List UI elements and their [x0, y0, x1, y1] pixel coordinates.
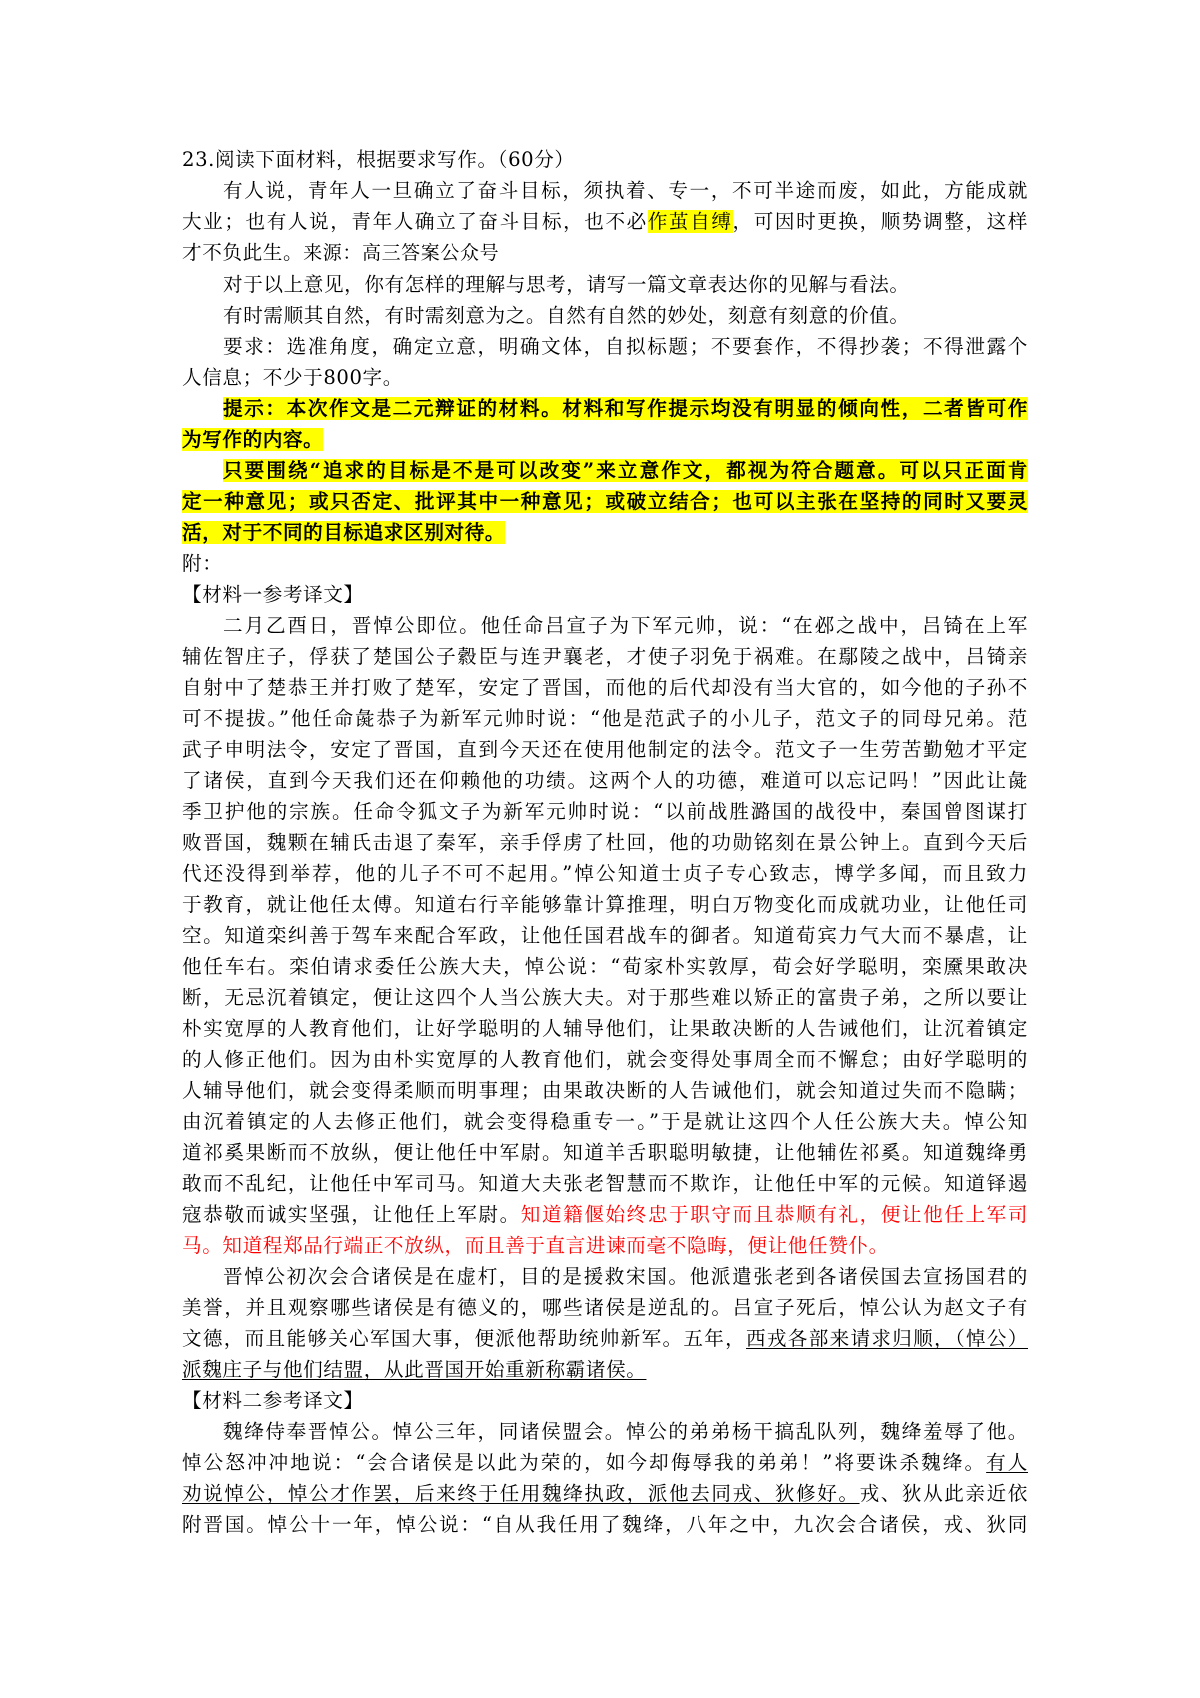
requirements-line: 要求：选准角度，确定立意，明确文体，自拟标题；不要套作，不得抄袭；不得泄露个 [223, 335, 1028, 358]
translation-line: 朴实宽厚的人教育他们，让好学聪明的人辅导他们，让果敢决断的人告诫他们，让沉着镇定 [182, 1017, 1028, 1040]
translation-line: 附晋国。悼公十一年，悼公说：“自从我任用了魏绛，八年之中，九次会合诸侯，戎、狄同 [182, 1513, 1028, 1536]
underlined-text: 有人 [986, 1451, 1029, 1474]
translation-line: 敢而不乱纪，让他任中军司马。知道大夫张老智慧而不欺诈，让他任中军的元候。知道铎遏 [182, 1172, 1028, 1195]
red-text: 知道籍偃始终忠于职守而且恭顺有礼，便让他任上军司 [520, 1203, 1028, 1226]
translation-line: 自射中了楚恭王并打败了楚军，安定了晋国，而他的后代却没有当大官的，如今他的子孙不 [182, 676, 1028, 699]
translation-line: 悼公怒冲冲地说：“会合诸侯是以此为荣的，如今却侮辱我的弟弟！”将要诛杀魏绛。有人 [182, 1451, 1029, 1474]
red-text: 马。知道程郑品行端正不放纵，而且善于直言进谏而毫不隐晦，便让他任赞仆。 [182, 1234, 889, 1257]
translation-line: 空。知道栾纠善于驾车来配合军政，让他任国君战车的御者。知道荀宾力气大而不暴虐，让 [182, 924, 1028, 947]
underlined-text: 劝说悼公，悼公才作罢，后来终于任用魏绛执政，派他去同戎、狄修好。 [182, 1482, 860, 1505]
translation-line: 文德，而且能够关心军国大事，便派他帮助统帅新军。五年，西戎各部来请求归顺，（悼公） [182, 1327, 1028, 1350]
translation-line: 败晋国，魏颗在辅氏击退了秦军，亲手俘虏了杜回，他的功勋铭刻在景公钟上。直到今天后 [182, 831, 1028, 854]
translation-line [182, 1354, 1028, 1385]
requirements-line: 人信息；不少于800字。 [182, 366, 403, 389]
underlined-text: 西戎各部来请求归顺，（悼公） [746, 1327, 1028, 1350]
translation-line: 晋悼公初次会合诸侯是在虚朾，目的是援救宋国。他派遣张老到各诸侯国去宣扬国君的 [223, 1265, 1028, 1288]
material-line: 大业；也有人说，青年人确立了奋斗目标，也不必作茧自缚，可因时更换，顺势调整，这样 [182, 210, 1029, 233]
translation-line: 于教育，就让他任太傅。知道右行辛能够靠计算推理，明白万物变化而成就功业，让他任司 [182, 893, 1028, 916]
translation-line: 寇恭敬而诚实坚强，让他任上军尉。知道籍偃始终忠于职守而且恭顺有礼，便让他任上军司 [182, 1203, 1028, 1226]
material-line: 才不负此生。来源：高三答案公众号 [182, 241, 500, 264]
highlighted-phrase: 作茧自缚 [647, 210, 733, 233]
translation-line: 断，无忌沉着镇定，便让这四个人当公族大夫。对于那些难以矫正的富贵子弟，之所以要让 [182, 986, 1028, 1009]
translation-line: 他任车右。栾伯请求委任公族大夫，悼公说：“荀家朴实敦厚，荀会好学聪明，栾黡果敢决 [182, 955, 1028, 978]
translation-line: 可不提拔。”他任命彘恭子为新军元帅时说：“他是范武子的小儿子，范文子的同母兄弟。范 [182, 707, 1028, 730]
prompt-paragraph: 对于以上意见，你有怎样的理解与思考，请写一篇文章表达你的见解与看法。 [223, 273, 910, 296]
translation-line: 的人修正他们。因为由朴实宽厚的人教育他们，就会变得处事周全而不懈怠；由好学聪明的 [182, 1048, 1028, 1071]
hint-line: 活，对于不同的目标追求区别对待。 [182, 521, 506, 544]
translation-line: 美誉，并且观察哪些诸侯是有德义的，哪些诸侯是逆乱的。吕宣子死后，悼公认为赵文子有 [182, 1296, 1028, 1319]
translation-line: 代还没得到举荐，他的儿子不可不起用。”悼公知道士贞子专心致志，博学多闻，而且致力 [182, 862, 1028, 885]
translation-line: 二月乙酉日，晋悼公即位。他任命吕宣子为下军元帅，说：“在邲之战中，吕锜在上军 [223, 614, 1028, 637]
prompt-paragraph: 有时需顺其自然，有时需刻意为之。自然有自然的妙处，刻意有刻意的价值。 [223, 304, 910, 327]
material-line: 有人说，青年人一旦确立了奋斗目标，须执着、专一，不可半途而废，如此，方能成就 [223, 179, 1028, 202]
translation-line: 由沉着镇定的人去修正他们，就会变得稳重专一。”于是就让这四个人任公族大夫。悼公知 [182, 1110, 1028, 1133]
underlined-text: 派魏庄子与他们结盟，从此晋国开始重新称霸诸侯。 [182, 1358, 647, 1381]
section-heading: 【材料二参考译文】 [182, 1389, 364, 1412]
hint-line: 为写作的内容。 [182, 428, 324, 451]
source-note: 来源：高三答案公众号 [303, 242, 500, 264]
translation-line: 道祁奚果断而不放纵，便让他任中军尉。知道羊舌职聪明敏捷，让他辅佐祁奚。知道魏绛勇 [182, 1141, 1028, 1164]
hint-line: 只要围绕“追求的目标是不是可以改变”来立意作文，都视为符合题意。可以只正面肯 [223, 459, 1028, 482]
hint-line: 定一种意见；或只否定、批评其中一种意见；或破立结合；也可以主张在坚持的同时又要灵 [182, 490, 1028, 513]
question-title: 23.阅读下面材料，根据要求写作。（60分） [182, 148, 575, 171]
translation-line: 辅佐智庄子，俘获了楚国公子縠臣与连尹襄老，才使子羽免于祸难。在鄢陵之战中，吕锜亲 [182, 645, 1028, 668]
translation-line: 人辅导他们，就会变得柔顺而明事理；由果敢决断的人告诫他们，就会知道过失而不隐瞒； [182, 1079, 1028, 1102]
hint-line: 提示：本次作文是二元辩证的材料。材料和写作提示均没有明显的倾向性，二者皆可作 [223, 397, 1028, 420]
translation-line: 劝说悼公，悼公才作罢，后来终于任用魏绛执政，派他去同戎、狄修好。戎、狄从此亲近依 [182, 1482, 1028, 1505]
translation-line: 武子申明法令，安定了晋国，直到今天还在使用他制定的法令。范文子一生劳苦勤勉才平定 [182, 738, 1028, 761]
appendix-label: 附： [182, 552, 223, 575]
translation-line: 魏绛侍奉晋悼公。悼公三年，同诸侯盟会。悼公的弟弟杨干搞乱队列，魏绛羞辱了他。 [223, 1420, 1028, 1443]
translation-line: 了诸侯，直到今天我们还在仰赖他的功绩。这两个人的功德，难道可以忘记吗！”因此让彘 [182, 769, 1028, 792]
section-heading: 【材料一参考译文】 [182, 583, 364, 606]
exam-page [182, 144, 1028, 1540]
translation-line: 季卫护他的宗族。任命令狐文子为新军元帅时说：“以前战胜潞国的战役中，秦国曾图谋打 [182, 800, 1028, 823]
